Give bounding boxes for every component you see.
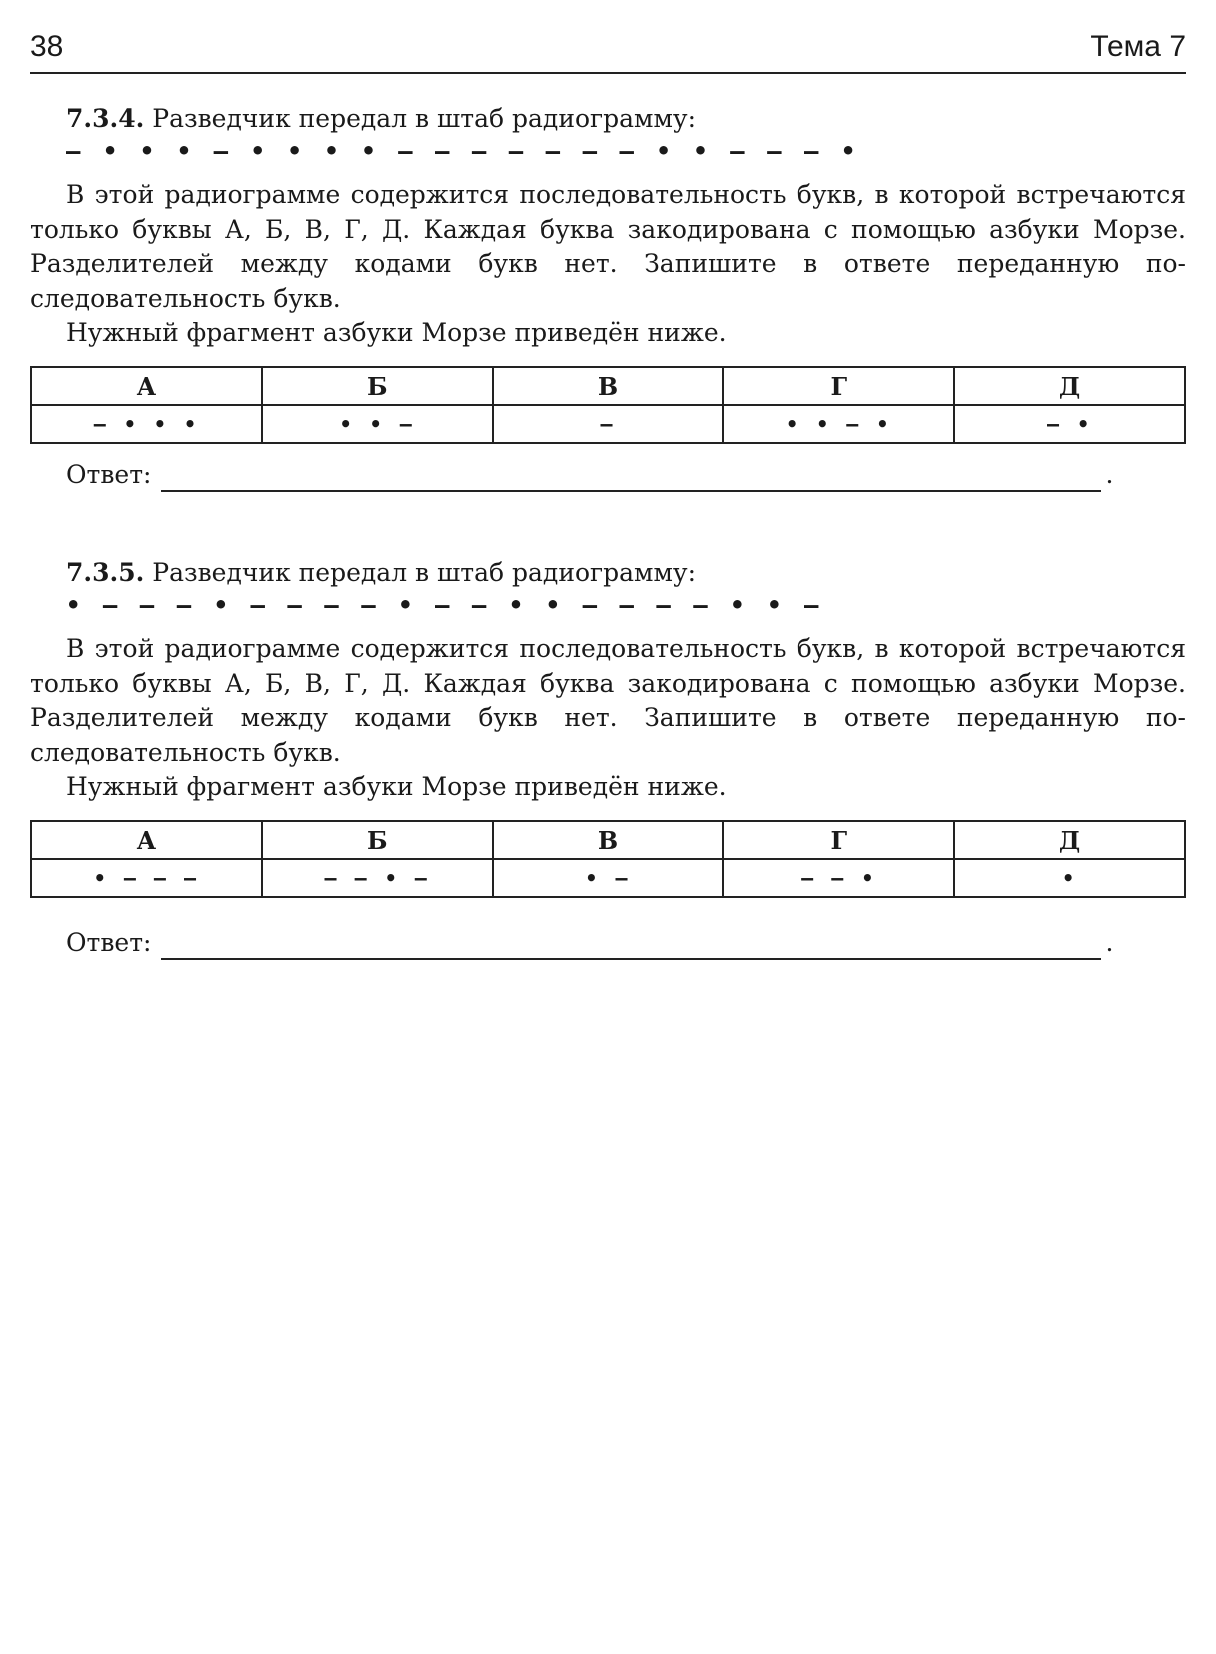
code-cell: • –: [493, 859, 724, 897]
morse-letters-row: [31, 367, 1185, 405]
code-cell: • – – –: [31, 859, 262, 897]
task-title: [30, 556, 1186, 590]
morse-table: [30, 820, 1186, 898]
morse-table: [30, 366, 1186, 444]
letter-cell: Д: [954, 367, 1185, 405]
task-number: 7.3.5.: [66, 558, 145, 587]
task-title: [30, 102, 1186, 136]
letter-cell: Г: [723, 821, 954, 859]
task-note: Нужный фрагмент азбуки Морзе приведён ниже.: [66, 318, 727, 347]
answer-line[interactable]: [161, 460, 1101, 492]
letter-cell: Б: [262, 821, 493, 859]
letter-cell: Д: [954, 821, 1185, 859]
code-cell: – • • •: [31, 405, 262, 443]
answer-row: [30, 926, 1186, 960]
radiogram-code: • – – – • – – – – • – – • • – – – – • • –: [66, 591, 823, 619]
task-heading: Разведчик передал в штаб радиограмму:: [152, 104, 697, 133]
code-cell: •: [954, 859, 1185, 897]
task-7-3-4: [30, 102, 1186, 492]
letter-cell: А: [31, 821, 262, 859]
letter-cell: В: [493, 367, 724, 405]
answer-row: [30, 458, 1186, 492]
code-cell: –: [493, 405, 724, 443]
topic-title: Тема 7: [1090, 30, 1186, 63]
task-heading: Разведчик передал в штаб радиограмму:: [152, 558, 697, 587]
code-cell: – – •: [723, 859, 954, 897]
task-paragraph: В этой радиограмме содержится последовательность букв, в которой встречаются только буквы А, Б, В, Г, Д. Каждая буква закодирована с помощью азбуки Морзе. Разделителей между кодами букв нет. Запишите в ответе переданную последовательность букв.: [30, 634, 1186, 767]
page-header: [30, 26, 1186, 74]
answer-end: .: [1105, 928, 1114, 957]
task-7-3-5: [30, 556, 1186, 960]
radiogram-code: – • • • – • • • • – – – – – – – • • – – – •: [66, 137, 860, 165]
letter-cell: Г: [723, 367, 954, 405]
code-cell: – •: [954, 405, 1185, 443]
answer-label: Ответ:: [66, 928, 152, 957]
page-number: 38: [30, 30, 64, 63]
letter-cell: А: [31, 367, 262, 405]
task-note: Нужный фрагмент азбуки Морзе приведён ниже.: [66, 772, 727, 801]
morse-codes-row: [31, 859, 1185, 897]
code-cell: – – • –: [262, 859, 493, 897]
morse-letters-row: [31, 821, 1185, 859]
answer-label: Ответ:: [66, 460, 152, 489]
task-number: 7.3.4.: [66, 104, 145, 133]
code-cell: • • – •: [723, 405, 954, 443]
answer-end: .: [1105, 460, 1114, 489]
code-cell: • • –: [262, 405, 493, 443]
letter-cell: Б: [262, 367, 493, 405]
letter-cell: В: [493, 821, 724, 859]
task-paragraph: В этой радиограмме содержится последовательность букв, в которой встречаются только буквы А, Б, В, Г, Д. Каждая буква закодирована с помощью азбуки Морзе. Разделителей между кодами букв нет. Запишите в ответе переданную последовательность букв.: [30, 180, 1186, 313]
morse-codes-row: [31, 405, 1185, 443]
answer-line[interactable]: [161, 928, 1101, 960]
